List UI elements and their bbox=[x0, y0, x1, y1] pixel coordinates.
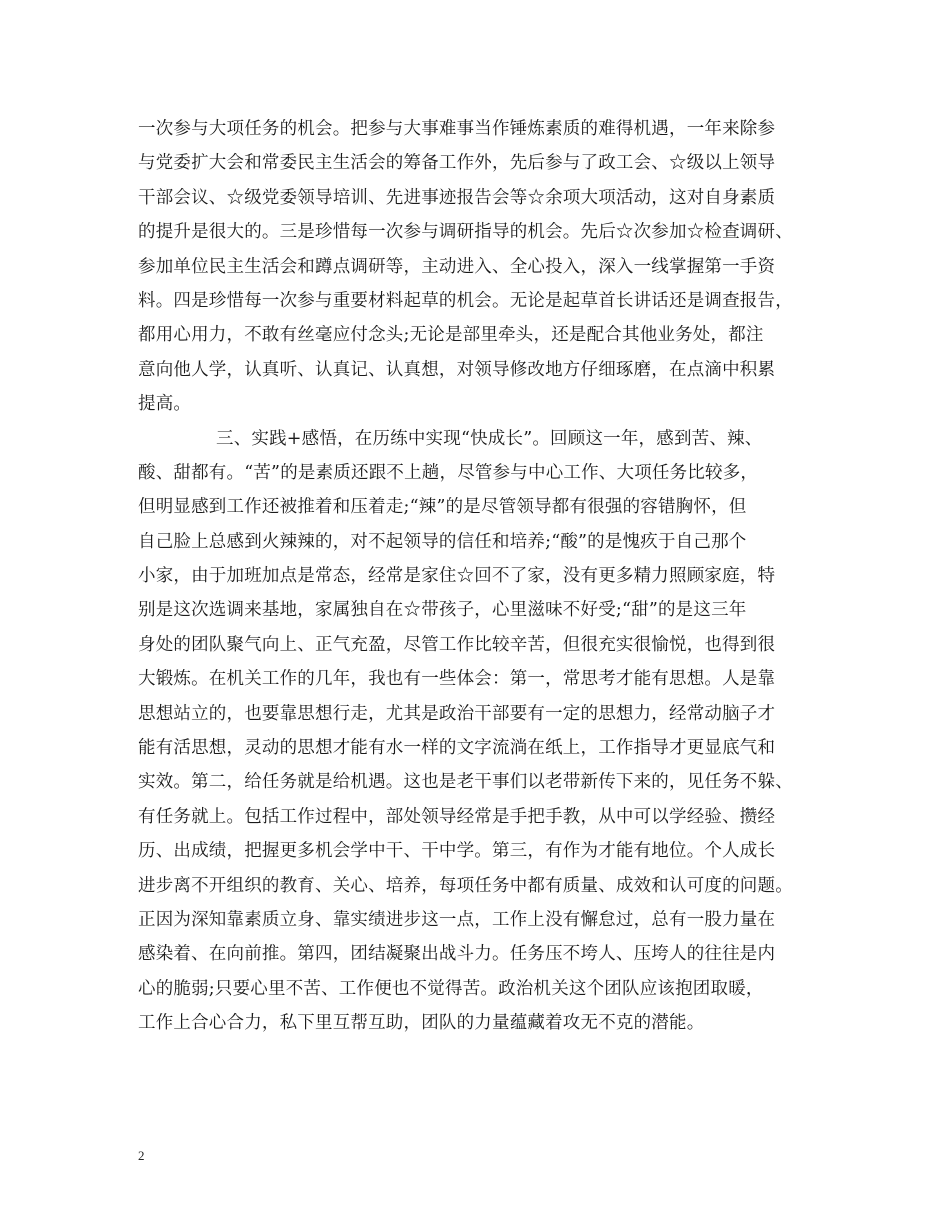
text-line: 自己脸上总感到火辣辣的，对不起领导的信任和培养;“酸”的是愧疚于自己那个 bbox=[138, 531, 747, 552]
text-line: 小家，由于加班加点是常态，经常是家住☆回不了家，没有更多精力照顾家庭，特 bbox=[138, 566, 776, 587]
text-line: 意向他人学，认真听、认真记、认真想，对领导修改地方仔细琢磨，在点滴中积累 bbox=[138, 359, 776, 380]
paragraph-start-line: 三、实践+感悟，在历练中实现“快成长”。回顾这一年，感到苦、辣、 bbox=[216, 428, 763, 449]
text-line: 参加单位民主生活会和蹲点调研等，主动进入、全心投入，深入一线掌握第一手资 bbox=[138, 256, 776, 277]
text-line: 别是这次选调来基地，家属独自在☆带孩子，心里滋味不好受;“甜”的是这三年 bbox=[138, 600, 747, 621]
text-line: 但明显感到工作还被推着和压着走;“辣”的是尽管领导都有很强的容错胸怀，但 bbox=[138, 497, 747, 518]
text-line: 一次参与大项任务的机会。把参与大事难事当作锤炼素质的难得机遇，一年来除参 bbox=[138, 119, 776, 139]
text-line: 干部会议、☆级党委领导培训、先进事迹报告会等☆余项大项活动，这对自身素质 bbox=[138, 187, 776, 208]
text-line: 料。四是珍惜每一次参与重要材料起草的机会。无论是起草首长讲话还是调查报告， bbox=[138, 290, 793, 311]
text-line: 进步离不开组织的教育、关心、培养，每项任务中都有质量、成效和认可度的问题。 bbox=[138, 875, 793, 896]
text-line: 与党委扩大会和常委民主生活会的筹备工作外，先后参与了政工会、☆级以上领导 bbox=[138, 153, 776, 174]
text-line: 能有活思想，灵动的思想才能有水一样的文字流淌在纸上，工作指导才更显底气和 bbox=[138, 738, 776, 759]
text-line: 有任务就上。包括工作过程中，部处领导经常是手把手教，从中可以学经验、攒经 bbox=[138, 806, 776, 827]
text-line: 酸、甜都有。“苦”的是素质还跟不上趟，尽管参与中心工作、大项任务比较多， bbox=[138, 462, 759, 483]
text-line: 历、出成绩，把握更多机会学中干、干中学。第三，有作为才能有地位。个人成长 bbox=[138, 841, 776, 862]
text-line: 都用心用力，不敢有丝毫应付念头;无论是部里牵头，还是配合其他业务处，都注 bbox=[138, 325, 764, 346]
text-line: 提高。 bbox=[138, 394, 192, 415]
text-line: 大锻炼。在机关工作的几年，我也有一些体会：第一，常思考才能有思想。人是靠 bbox=[138, 669, 776, 690]
text-line: 正因为深知靠素质立身、靠实绩进步这一点，工作上没有懈怠过，总有一股力量在 bbox=[138, 909, 776, 930]
text-line: 工作上合心合力，私下里互帮互助，团队的力量蕴藏着攻无不克的潜能。 bbox=[138, 1013, 705, 1034]
text-line: 的提升是很大的。三是珍惜每一次参与调研指导的机会。先后☆次参加☆检查调研、 bbox=[138, 222, 793, 243]
text-line: 心的脆弱;只要心里不苦、工作便也不觉得苦。政治机关这个团队应该抱团取暖， bbox=[138, 978, 764, 999]
text-line: 感染着、在向前推。第四，团结凝聚出战斗力。任务压不垮人、压垮人的往往是内 bbox=[138, 944, 776, 965]
text-line: 身处的团队聚气向上、正气充盈，尽管工作比较辛苦，但很充实很愉悦，也得到很 bbox=[138, 634, 776, 655]
text-line: 思想站立的，也要靠思想行走，尤其是政治干部要有一定的思想力，经常动脑子才 bbox=[138, 703, 776, 724]
text-line: 实效。第二，给任务就是给机遇。这也是老干事们以老带新传下来的，见任务不躲、 bbox=[138, 772, 793, 793]
page-number: 2 bbox=[138, 1148, 145, 1163]
body-text bbox=[138, 112, 828, 1041]
